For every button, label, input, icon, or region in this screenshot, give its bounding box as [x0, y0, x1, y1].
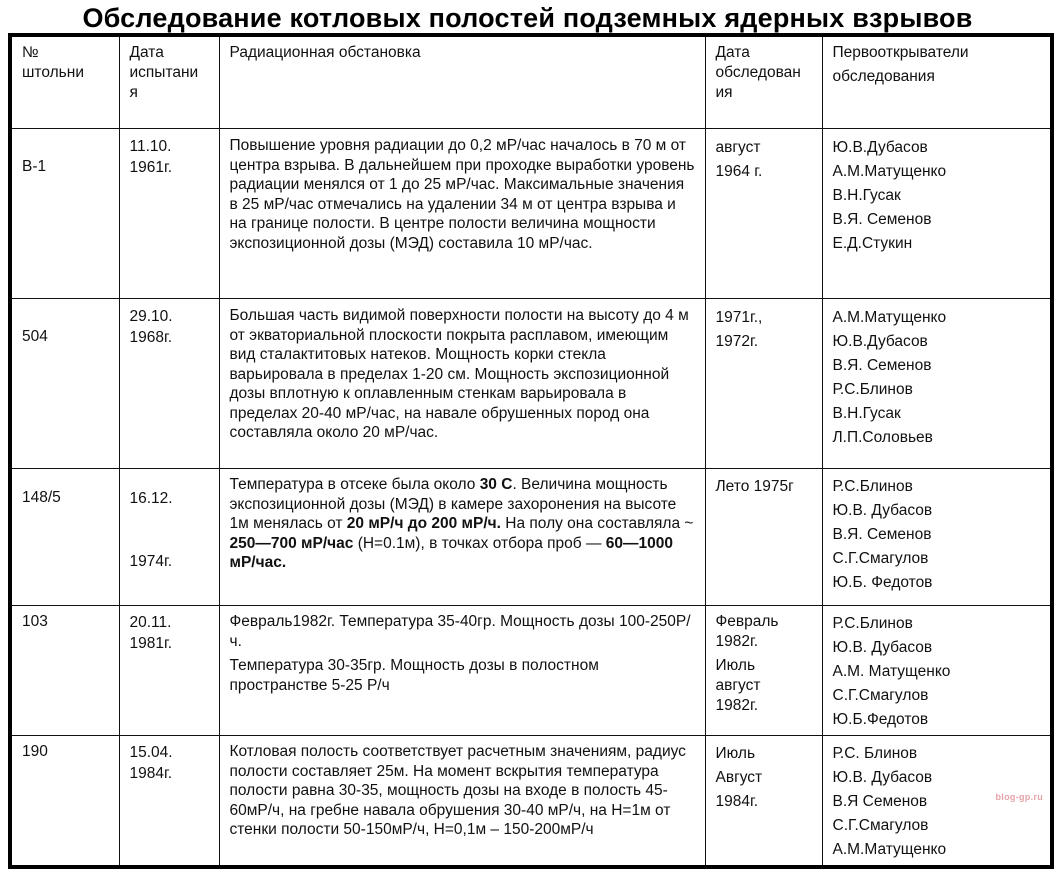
survey-date-cell [705, 469, 822, 606]
pioneer-name: Р.С.Блинов [832, 615, 913, 632]
pioneer-name: В.Я Семенов [832, 793, 928, 810]
radiation-text-fragment: . Величина мощность экспозиционной дозы (МЭД) в камере захоронения на высоте 1м менялась от [229, 476, 677, 532]
header-text: ия [715, 84, 733, 101]
pioneer-name: Ю.В.Дубасов [832, 139, 928, 156]
pioneer-name: Р.С.Блинов [832, 478, 913, 495]
table-row [10, 736, 1052, 868]
pioneer-name: А.М. Матущенко [832, 663, 951, 680]
test-date-day: 11.10. [129, 138, 172, 155]
table-row [10, 469, 1052, 606]
radiation-text-fragment: Температура в отсеке была около [229, 476, 480, 493]
radiation-value-emphasis: 30 С [479, 476, 513, 493]
pioneer-name: В.Н.Гусак [832, 187, 901, 204]
survey-date-line: 1971г., [715, 309, 763, 326]
pioneer-name: В.Н.Гусак [832, 405, 901, 422]
pioneer-name: А.М.Матущенко [832, 309, 947, 326]
test-date-cell [119, 129, 219, 299]
header-text: обследован [715, 64, 801, 81]
adit-number-cell: 504 [10, 299, 119, 469]
radiation-cell [219, 129, 705, 299]
page-title: Обследование котловых полостей подземных ядерных взрывов [82, 3, 973, 33]
pioneer-name: В.Я. Семенов [832, 357, 932, 374]
survey-date-cell [705, 299, 822, 469]
table-row [10, 606, 1052, 736]
pioneers-cell [822, 129, 1052, 299]
radiation-cell [219, 469, 705, 606]
test-date-cell [119, 606, 219, 736]
pioneer-name: Р.С.Блинов [832, 381, 913, 398]
table-row [10, 129, 1052, 299]
test-date-year: 1984г. [129, 765, 173, 782]
adit-number-cell: 103 [10, 606, 119, 736]
table-header-row [10, 35, 1052, 129]
watermark: blog-gp.ru [995, 792, 1043, 802]
pioneers-cell [822, 469, 1052, 606]
survey-date-line: 1982г. [715, 633, 759, 650]
survey-date-line: 1982г. [715, 697, 759, 714]
test-date-day: 16.12. [129, 490, 173, 507]
survey-date-cell [705, 129, 822, 299]
radiation-cell [219, 736, 705, 868]
pioneer-name: Ю.В. Дубасов [832, 639, 933, 656]
survey-date-line: Лето 1975г [715, 478, 794, 495]
test-date-day: 20.11. [129, 614, 172, 631]
radiation-value-emphasis: 60—1000 мР/час. [229, 534, 673, 571]
survey-date-line: Июль [715, 657, 756, 674]
header-text: Дата [715, 44, 750, 61]
radiation-text: Большая часть видимой поверхности полости на высоту до 4 м от экваториальной плоскости покрыта расплавом, имеющим вид сталактитовых натеков. Мощность корки стекла варьировала в пределах 1-20 см. Мощность экспозиционной дозы вплотную к оплавленным стенкам варьировала в пределах 20-40 мР/час, на навале обрушенных пород она составляла около 20 мР/час. [229, 307, 689, 441]
pioneer-name: Р.С. Блинов [832, 745, 918, 762]
header-text: я [129, 84, 138, 101]
table-row [10, 299, 1052, 469]
survey-date-line: Июль [715, 745, 756, 762]
test-date-day: 15.04. [129, 744, 173, 761]
pioneer-name: В.Я. Семенов [832, 211, 932, 228]
survey-date-line: 1972г. [715, 333, 759, 350]
radiation-cell [219, 299, 705, 469]
survey-date-line: август [715, 677, 761, 694]
radiation-value-emphasis: 250—700 мР/час [229, 534, 354, 552]
test-date-year: 1974г. [129, 553, 173, 570]
radiation-text-fragment: (Н=0.1м), в точках отбора проб — [353, 534, 606, 552]
pioneer-name: С.Г.Смагулов [832, 817, 929, 834]
pioneer-name: Ю.В. Дубасов [832, 502, 933, 519]
test-date-cell [119, 469, 219, 606]
pioneers-cell [822, 606, 1052, 736]
header-survey-date [705, 35, 822, 129]
survey-date-cell [705, 736, 822, 868]
pioneer-name: А.М.Матущенко [832, 163, 947, 180]
header-adit-number [10, 35, 119, 129]
adit-number-cell: 190 [10, 736, 119, 868]
header-text: Радиационная обстановка [229, 44, 421, 61]
survey-date-line: август [715, 139, 761, 156]
radiation-text: Температура 30-35гр. Мощность дозы в полостном пространстве 5-25 Р/ч [229, 657, 599, 694]
test-date-cell [119, 736, 219, 868]
pioneer-name: А.М.Матущенко [832, 841, 947, 858]
pioneer-name: Ю.В.Дубасов [832, 333, 928, 350]
pioneer-name: Е.Д.Стукин [832, 235, 913, 252]
test-date-cell [119, 299, 219, 469]
pioneer-name: Ю.В. Дубасов [832, 769, 933, 786]
pioneer-name: Л.П.Соловьев [832, 429, 933, 446]
survey-date-line: Август [715, 769, 763, 786]
header-text: Дата [129, 44, 164, 61]
test-date-year: 1961г. [129, 159, 173, 176]
header-radiation [219, 35, 705, 129]
survey-date-line: Февраль [715, 613, 779, 630]
pioneer-name: Ю.Б. Федотов [832, 574, 933, 591]
radiation-text-fragment: На полу она составляла ~ [500, 515, 694, 532]
radiation-text: Котловая полость соответствует расчетным значениям, радиус полости составляет 25м. На момент вскрытия температура полости равна 30-35, мощность дозы на входе в полость 45-60мР/ч, на гребне навала обрушения 30-40 мР/ч, на Н=1м от стенки полости 50-150мР/ч, Н=0,1м – 150-200мР/ч [229, 743, 686, 838]
header-text: испытани [129, 64, 199, 81]
pioneer-name: С.Г.Смагулов [832, 550, 929, 567]
adit-number-cell: 148/5 [10, 469, 119, 606]
header-pioneers [822, 35, 1052, 129]
test-date-day: 29.10. [129, 308, 173, 325]
survey-date-line: 1984г. [715, 793, 759, 810]
explosion-cavities-table [8, 33, 1054, 869]
survey-date-cell [705, 606, 822, 736]
radiation-text [230, 475, 696, 573]
pioneers-cell [822, 299, 1052, 469]
adit-number-cell: В-1 [10, 129, 119, 299]
radiation-text: Февраль1982г. Температура 35-40гр. Мощность дозы 100-250Р/ч. [229, 613, 691, 650]
survey-date-line: 1964 г. [715, 163, 763, 180]
test-date-year: 1981г. [129, 635, 173, 652]
radiation-text: Повышение уровня радиации до 0,2 мР/час началось в 70 м от центра взрыва. В дальнейшем при проходке выработки уровень радиации менялся от 1 до 25 мР/час. Максимальные значения в 25 мР/час отмечались на удалении 34 м от центра взрыва и на границе полости. В центре полости величина мощности экспозиционной дозы (МЭД) составила 10 мР/час. [229, 137, 695, 252]
radiation-cell [219, 606, 705, 736]
radiation-value-emphasis: 20 мР/ч до 200 мР/ч. [346, 515, 501, 532]
header-text: Первооткрыватели [832, 44, 969, 61]
pioneer-name: В.Я. Семенов [832, 526, 932, 543]
pioneer-name: С.Г.Смагулов [832, 687, 929, 704]
header-text: № [22, 44, 39, 61]
header-test-date [119, 35, 219, 129]
header-text: штольни [22, 64, 84, 81]
test-date-year: 1968г. [129, 329, 173, 346]
header-text: обследования [832, 68, 935, 85]
pioneer-name: Ю.Б.Федотов [832, 711, 929, 728]
